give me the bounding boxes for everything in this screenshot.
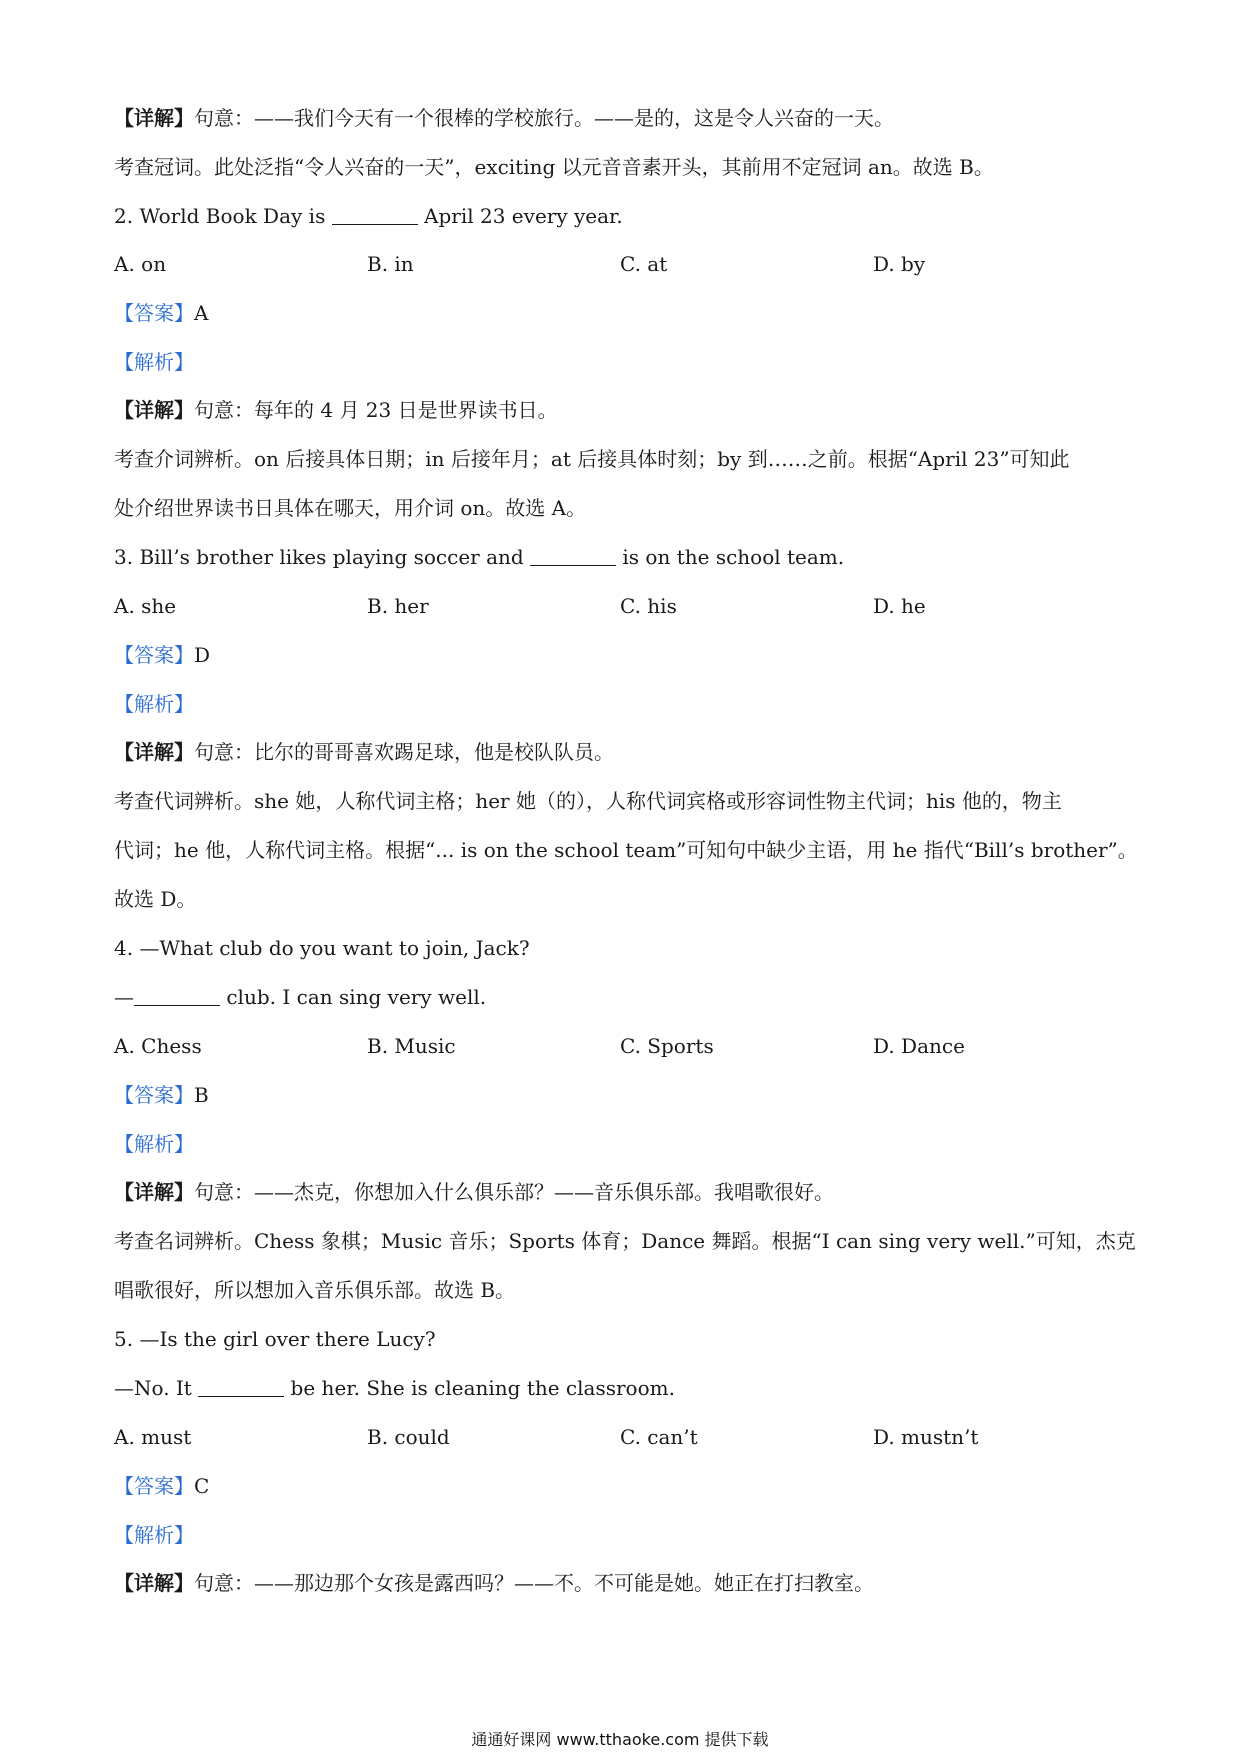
- q3-explain-2: 代词；he 他，人称代词主格。根据“... is on the school team”可知句中缺少主语，用 he 指代“Bill’s brother”。: [114, 838, 1138, 862]
- q1-detail-line: [114, 104, 1134, 132]
- answer-value: D: [194, 643, 211, 667]
- answer-label: 【答案】: [114, 1474, 194, 1498]
- answer-blank: [332, 204, 418, 225]
- q4-option-d: D. Dance: [873, 1034, 965, 1058]
- q5-stem: 5. —Is the girl over there Lucy?: [114, 1327, 436, 1351]
- q3-stem: 3. Bill’s brother likes playing soccer and is on the school team.: [114, 545, 845, 569]
- q2-option-b: B. in: [367, 252, 414, 276]
- answer-blank: [134, 985, 220, 1006]
- q2-option-c: C. at: [620, 252, 668, 276]
- q4-detail: 【详解】句意：——杰克，你想加入什么俱乐部？——音乐俱乐部。我唱歌很好。: [114, 1180, 834, 1204]
- q4-answer: [114, 1081, 1134, 1109]
- q2-analysis-label: 【解析】: [114, 350, 194, 374]
- q3-option-d: D. he: [873, 594, 926, 618]
- q3-explain-3: 故选 D。: [114, 887, 197, 911]
- q3-option-a: A. she: [114, 594, 177, 618]
- q2-stem: 2. World Book Day is April 23 every year.: [114, 204, 623, 228]
- answer-blank: [198, 1376, 284, 1397]
- q3-answer: [114, 641, 1134, 669]
- q2-explain-2: 处介绍世界读书日具体在哪天，用介词 on。故选 A。: [114, 496, 587, 520]
- q1-explain-line: 考查冠词。此处泛指“令人兴奋的一天”，exciting 以元音音素开头，其前用不定冠词 an。故选 B。: [114, 155, 994, 179]
- q5-option-a: A. must: [114, 1425, 192, 1449]
- q4-stem-line2: — club. I can sing very well.: [114, 985, 487, 1009]
- q4-option-c: C. Sports: [620, 1034, 714, 1058]
- answer-label: 【答案】: [114, 643, 194, 667]
- q4-stem: 4. —What club do you want to join, Jack?: [114, 936, 530, 960]
- q4-explain-1: 考查名词辨析。Chess 象棋；Music 音乐；Sports 体育；Dance 舞蹈。根据“I can sing very well.”可知，杰克: [114, 1229, 1136, 1253]
- q5-analysis-label: 【解析】: [114, 1523, 194, 1547]
- q3-option-b: B. her: [367, 594, 429, 618]
- q3-analysis-label: 【解析】: [114, 692, 194, 716]
- q2-answer: [114, 299, 1134, 327]
- q3-option-c: C. his: [620, 594, 677, 618]
- q2-detail: 【详解】句意：每年的 4 月 23 日是世界读书日。: [114, 398, 558, 422]
- answer-label: 【答案】: [114, 1083, 194, 1107]
- q5-answer: [114, 1472, 1134, 1500]
- q4-option-a: A. Chess: [114, 1034, 202, 1058]
- q5-stem-line2: —No. It be her. She is cleaning the classroom.: [114, 1376, 675, 1400]
- q5-option-d: D. mustn’t: [873, 1425, 979, 1449]
- q5-option-b: B. could: [367, 1425, 450, 1449]
- q2-option-a: A. on: [114, 252, 167, 276]
- q4-option-b: B. Music: [367, 1034, 456, 1058]
- q4-explain-2: 唱歌很好，所以想加入音乐俱乐部。故选 B。: [114, 1278, 516, 1302]
- q5-option-c: C. can’t: [620, 1425, 698, 1449]
- q3-detail: 【详解】句意：比尔的哥哥喜欢踢足球，他是校队队员。: [114, 740, 614, 764]
- detail-label: 【详解】: [114, 106, 194, 130]
- answer-label: 【答案】: [114, 301, 194, 325]
- q4-analysis-label: 【解析】: [114, 1132, 194, 1156]
- q2-option-d: D. by: [873, 252, 926, 276]
- q3-explain-1: 考查代词辨析。she 她，人称代词主格；her 她（的），人称代词宾格或形容词性物主代词；his 他的，物主: [114, 789, 1062, 813]
- answer-value: A: [194, 301, 209, 325]
- q1-detail-text: 句意：——我们今天有一个很棒的学校旅行。——是的，这是令人兴奋的一天。: [194, 106, 894, 130]
- answer-value: B: [194, 1083, 209, 1107]
- answer-value: C: [194, 1474, 210, 1498]
- q5-detail: 【详解】句意：——那边那个女孩是露西吗？——不。不可能是她。她正在打扫教室。: [114, 1571, 874, 1595]
- q2-explain-1: 考查介词辨析。on 后接具体日期；in 后接年月；at 后接具体时刻；by 到……之前。根据“April 23”可知此: [114, 447, 1070, 471]
- page-footer: 通通好课网 www.tthaoke.com 提供下载: [471, 1730, 769, 1749]
- answer-blank: [530, 545, 616, 566]
